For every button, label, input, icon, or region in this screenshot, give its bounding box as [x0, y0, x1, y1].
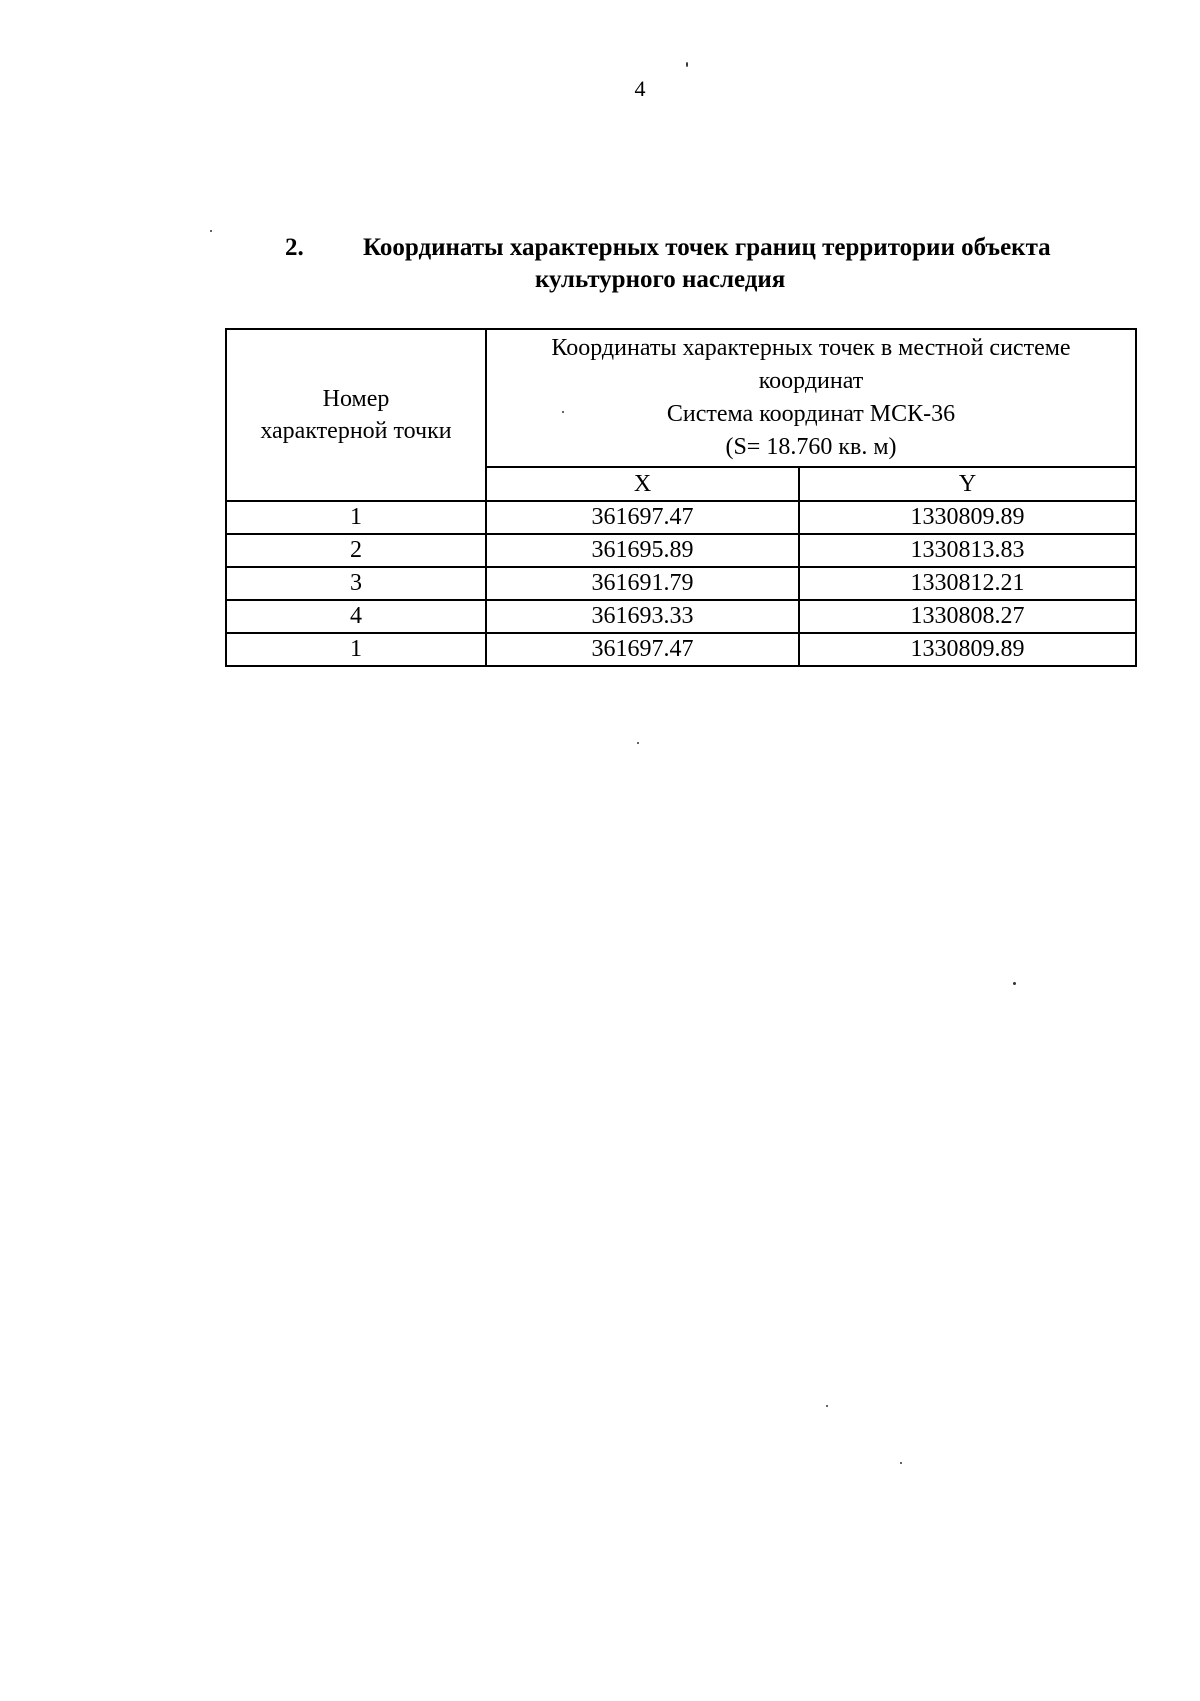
scan-speck — [826, 1405, 828, 1407]
group-header-line: Система координат МСК-36 — [666, 401, 956, 427]
scan-speck — [637, 742, 639, 744]
section-heading — [285, 232, 1155, 296]
group-header-line: (S= 18.760 кв. м) — [725, 434, 897, 460]
scan-speck — [686, 62, 688, 67]
point-number-cell: 1 — [226, 501, 486, 534]
point-number-cell: 4 — [226, 600, 486, 633]
point-number-cell: 2 — [226, 534, 486, 567]
table-row — [226, 501, 1136, 534]
heading-number: 2. — [285, 234, 304, 261]
x-cell: 361697.47 — [486, 501, 799, 534]
scan-speck — [900, 1462, 902, 1464]
x-column-header: X — [486, 467, 799, 501]
point-number-header — [226, 329, 486, 501]
y-cell: 1330809.89 — [799, 633, 1136, 666]
point-number-header-line: характерной точки — [260, 418, 452, 444]
group-header-line: координат — [758, 368, 864, 394]
scan-speck — [210, 230, 212, 232]
y-cell: 1330808.27 — [799, 600, 1136, 633]
scan-speck — [562, 411, 564, 413]
y-cell: 1330809.89 — [799, 501, 1136, 534]
table-row — [226, 600, 1136, 633]
table-row — [226, 633, 1136, 666]
scan-speck — [1013, 982, 1016, 985]
x-cell: 361697.47 — [486, 633, 799, 666]
x-cell: 361691.79 — [486, 567, 799, 600]
coordinates-group-header — [486, 329, 1136, 467]
x-cell: 361695.89 — [486, 534, 799, 567]
table-row — [226, 534, 1136, 567]
point-number-header-line: Номер — [322, 386, 390, 412]
y-cell: 1330813.83 — [799, 534, 1136, 567]
heading-text-line-2: культурного наследия — [535, 266, 786, 293]
point-number-cell: 1 — [226, 633, 486, 666]
y-column-header: Y — [799, 467, 1136, 501]
x-cell: 361693.33 — [486, 600, 799, 633]
heading-line-1 — [285, 232, 1155, 264]
heading-text-line-1: Координаты характерных точек границ территории объекта — [363, 234, 1051, 261]
point-number-cell: 3 — [226, 567, 486, 600]
page-number: 4 — [634, 76, 646, 101]
group-header-line: Координаты характерных точек в местной системе — [551, 335, 1071, 361]
table-row — [226, 567, 1136, 600]
coordinates-table — [225, 328, 1137, 667]
y-cell: 1330812.21 — [799, 567, 1136, 600]
